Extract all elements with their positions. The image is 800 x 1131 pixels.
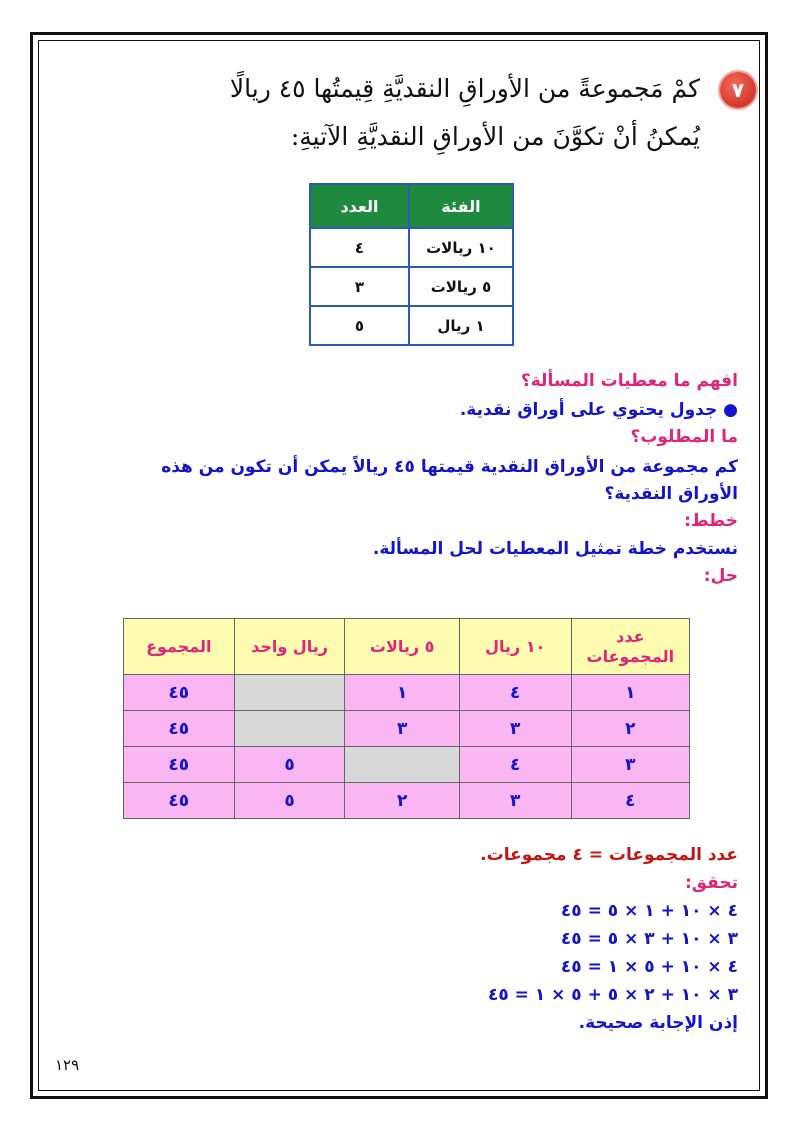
check-line-4: ٣ × ١٠ + ٢ × ٥ + ٥ × ١ = ٤٥ — [487, 985, 738, 1005]
cell-one-empty — [234, 675, 345, 711]
table-row — [124, 783, 690, 819]
check-line-2: ٣ × ١٠ + ٣ × ٥ = ٤٥ — [560, 929, 738, 949]
check-line-3: ٤ × ١٠ + ٥ × ١ = ٤٥ — [560, 957, 738, 977]
cell-group: ١ — [571, 675, 689, 711]
cell-one: ٥ — [234, 783, 345, 819]
solve-label: حل: — [703, 566, 738, 586]
header-ten-riyal: ١٠ ريال — [459, 619, 571, 675]
plan-label: خطط: — [684, 511, 738, 531]
cell-count: ٥ — [310, 306, 409, 345]
required-label: ما المطلوب؟ — [630, 427, 738, 447]
given-text: ● جدول يحتوي على أوراق نقدية. — [459, 400, 738, 420]
check-label: تحقق: — [685, 873, 738, 893]
cell-denomination: ٥ ريالات — [409, 267, 513, 306]
cell-five: ١ — [345, 675, 459, 711]
table-row — [124, 747, 690, 783]
table-row — [310, 306, 513, 345]
header-five-riyal: ٥ ريالات — [345, 619, 459, 675]
cell-denomination: ١ ريال — [409, 306, 513, 345]
cell-denomination: ١٠ ريالات — [409, 228, 513, 267]
cell-total: ٤٥ — [124, 711, 235, 747]
cell-group: ٢ — [571, 711, 689, 747]
cell-total: ٤٥ — [124, 675, 235, 711]
cell-ten: ٣ — [459, 711, 571, 747]
cell-one-empty — [234, 711, 345, 747]
header-one-riyal: ريال واحد — [234, 619, 345, 675]
cell-count: ٣ — [310, 267, 409, 306]
cell-group: ٤ — [571, 783, 689, 819]
cell-total: ٤٥ — [124, 783, 235, 819]
notes-table — [309, 183, 514, 346]
cell-total: ٤٥ — [124, 747, 235, 783]
question-number-badge: ٧ — [720, 72, 756, 108]
cell-ten: ٤ — [459, 675, 571, 711]
question-line-2: يُمكنُ أنْ تكوَّنَ من الأوراقِ النقديَّةِ الآتيةِ: — [290, 122, 700, 151]
cell-five-empty — [345, 747, 459, 783]
table-row — [310, 228, 513, 267]
header-total: المجموع — [124, 619, 235, 675]
cell-count: ٤ — [310, 228, 409, 267]
table-row — [124, 675, 690, 711]
cell-ten: ٣ — [459, 783, 571, 819]
question-line-1: كمْ مَجموعةً من الأوراقِ النقديَّةِ قِيمتُها ٤٥ ريالًا — [229, 74, 700, 103]
cell-five: ٢ — [345, 783, 459, 819]
understand-label: افهم ما معطيات المسألة؟ — [520, 371, 738, 391]
notes-table-header — [310, 184, 513, 228]
answer-text: عدد المجموعات = ٤ مجموعات. — [480, 845, 738, 865]
cell-ten: ٤ — [459, 747, 571, 783]
groups-table — [123, 618, 690, 819]
groups-table-header — [124, 619, 690, 675]
required-text: كم مجموعة من الأوراق النقدية قيمتها ٤٥ ريالاً يمكن أن تكون من هذه الأوراق النقدية؟ — [161, 457, 738, 504]
page-number: ١٢٩ — [55, 1056, 80, 1074]
table-row — [124, 711, 690, 747]
header-count: العدد — [310, 184, 409, 228]
cell-five: ٣ — [345, 711, 459, 747]
header-denomination: الفئة — [409, 184, 513, 228]
cell-group: ٣ — [571, 747, 689, 783]
check-conclusion: إذن الإجابة صحيحة. — [578, 1013, 738, 1033]
plan-text: نستخدم خطة تمثيل المعطيات لحل المسألة. — [372, 539, 738, 559]
check-line-1: ٤ × ١٠ + ١ × ٥ = ٤٥ — [560, 901, 738, 921]
table-row — [310, 267, 513, 306]
header-group-number: عدد المجموعات — [571, 619, 689, 675]
cell-one: ٥ — [234, 747, 345, 783]
